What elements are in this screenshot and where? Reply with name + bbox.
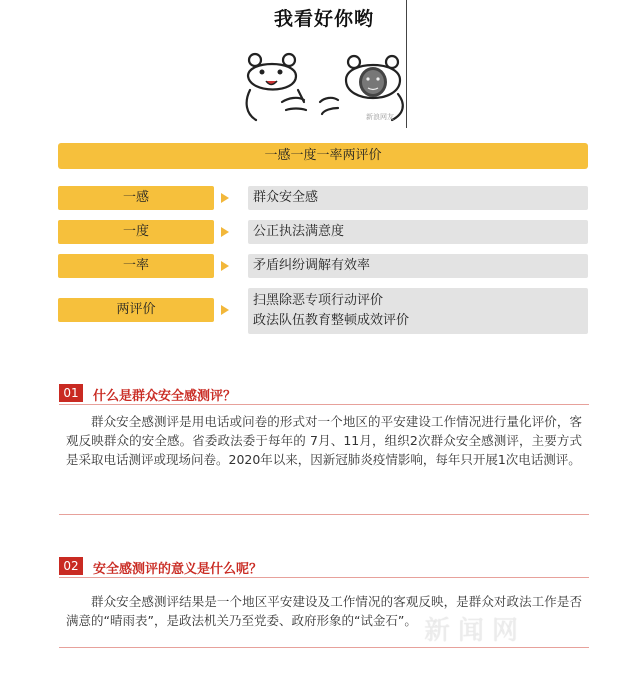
evaluation-item-1: 扫黑除恶专项行动评价 <box>253 293 384 308</box>
evaluation-item-2: 政法队伍教育整顿成效评价 <box>253 313 410 328</box>
meme-title: 我看好你哟 <box>274 8 375 30</box>
row-content-yilv: 矛盾纠纷调解有效率 <box>248 254 588 278</box>
row-content-liangpingjia <box>248 288 588 334</box>
arrow-right-icon <box>221 261 229 271</box>
section-title-02: 安全感测评的意义是什么呢？ <box>93 562 263 577</box>
row-content-yidu: 公正执法满意度 <box>248 220 588 244</box>
arrow-right-icon <box>221 305 229 315</box>
section-number-01: 01 <box>59 384 83 402</box>
arrow-right-icon <box>221 193 229 203</box>
arrow-right-icon <box>221 227 229 237</box>
section-title-01: 什么是群众安全感测评？ <box>93 389 237 404</box>
section-divider <box>59 577 589 578</box>
row-label-yidu: 一度 <box>58 220 214 244</box>
row-label-yilv: 一率 <box>58 254 214 278</box>
meme-divider <box>406 0 407 128</box>
section-divider <box>59 514 589 515</box>
section-number-02: 02 <box>59 557 83 575</box>
section-body-02: 群众安全感测评结果是一个地区平安建设及工作情况的客观反映，是群众对政法工作是否满意的“晴雨表”，是政法机关乃至党委、政府形象的“试金石”。 <box>66 594 582 628</box>
meme-image <box>230 0 410 130</box>
section-divider <box>59 647 589 648</box>
section-body-01: 群众安全感测评是用电话或问卷的形式对一个地区的平安建设工作情况进行量化评价，客观反映群众的安全感。省委政法委于每年的 7月、11月，组织2次群众安全感测评，主要方式是采取电话测评或现场问卷。2020年以来，因新冠肺炎疫情影响，每年只开展1次电话测评。 <box>66 414 582 467</box>
row-content-yigan: 群众安全感 <box>248 186 588 210</box>
footer-watermark: 新闻网 <box>424 616 527 646</box>
section-divider <box>59 404 589 405</box>
summary-banner: 一感一度一率两评价 <box>58 143 588 169</box>
meme-watermark: 新浪网友 <box>366 113 394 121</box>
row-label-liangpingjia: 两评价 <box>58 298 214 322</box>
row-label-yigan: 一感 <box>58 186 214 210</box>
